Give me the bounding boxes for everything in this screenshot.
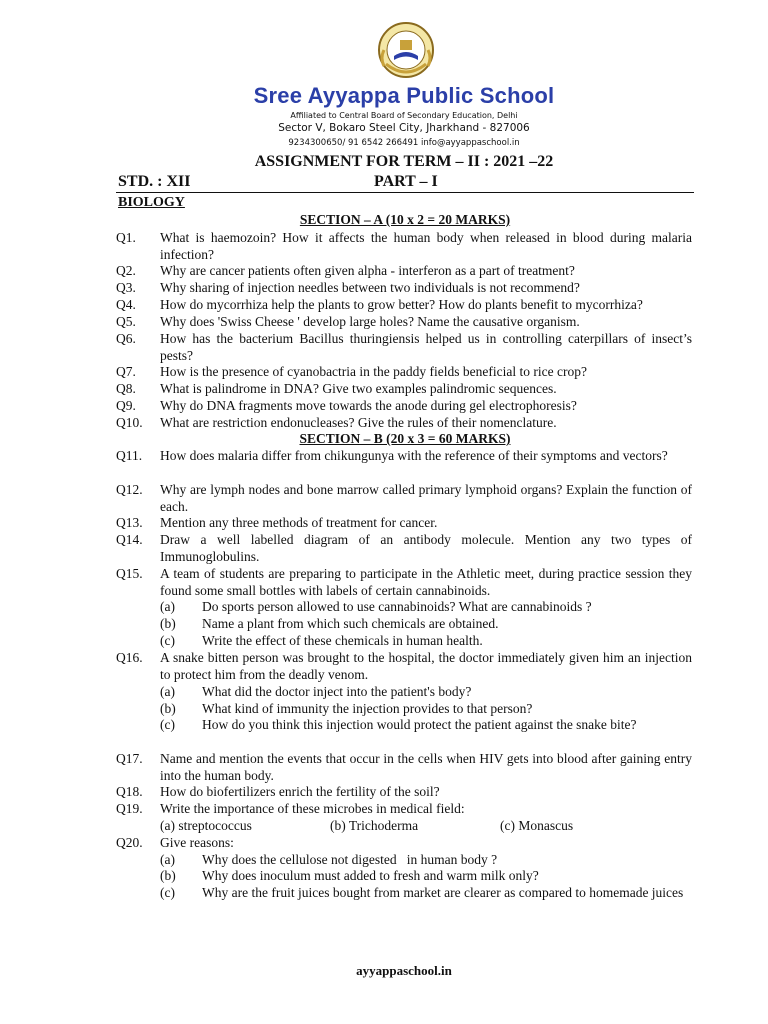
question-text: Why are cancer patients often given alpha - interferon as a part of treatment?: [160, 263, 575, 278]
question-number: Q18.: [116, 784, 143, 799]
school-name: Sree Ayyappa Public School: [253, 83, 555, 108]
question-number: Q14.: [116, 532, 143, 547]
footer-website: ayyappaschool.in: [356, 963, 452, 978]
sub-question-label: (a): [160, 599, 175, 614]
question-number: Q1.: [116, 230, 136, 245]
question-text: Name and mention the events that occur in the cells when HIV gets into blood after gaining entry into the human body.: [160, 751, 692, 783]
school-address: Sector V, Bokaro Steel City, Jharkhand - 827006: [278, 122, 530, 134]
microbe-option: (c) Monascus: [500, 818, 574, 833]
question-text: How has the bacterium Bacillus thuringiensis helped us in controlling caterpillars of insect’s pests?: [160, 331, 692, 363]
question-number: Q16.: [116, 650, 143, 665]
sub-question-label: (b): [160, 868, 176, 883]
question-text: How do biofertilizers enrich the fertility of the soil?: [160, 784, 440, 799]
question-number: Q7.: [116, 364, 136, 379]
question-text: A team of students are preparing to participate in the Athletic meet, during practice session they found some small bottles with labels of certain cannabinoids.: [160, 566, 692, 598]
question-text: Why are lymph nodes and bone marrow called primary lymphoid organs? Explain the function of each.: [160, 482, 692, 514]
sub-question-text: Name a plant from which such chemicals are obtained.: [202, 616, 499, 631]
affiliation-text: Affiliated to Central Board of Secondary Education, Delhi: [290, 111, 518, 120]
question-number: Q9.: [116, 398, 136, 413]
microbe-option: (a) streptococcus: [160, 818, 252, 833]
question-number: Q20.: [116, 835, 143, 850]
sub-question-text: Why does the cellulose not digested in human body ?: [202, 852, 498, 867]
assignment-title: ASSIGNMENT FOR TERM – II : 2021 –22: [254, 153, 554, 170]
question-number: Q15.: [116, 566, 143, 581]
question-text: A snake bitten person was brought to the hospital, the doctor immediately given him an injection to protect him from the deadly venom.: [160, 650, 692, 682]
school-contact: 9234300650/ 91 6542 266491 info@ayyappaschool.in: [288, 138, 520, 148]
question-number: Q8.: [116, 381, 136, 396]
standard-label: STD. : XII: [118, 173, 191, 190]
question-number: Q13.: [116, 515, 143, 530]
question-text: Mention any three methods of treatment for cancer.: [160, 515, 438, 530]
sub-question-label: (a): [160, 852, 175, 867]
question-number: Q6.: [116, 331, 136, 346]
question-number: Q3.: [116, 280, 136, 295]
question-text: What is palindrome in DNA? Give two examples palindromic sequences.: [160, 381, 557, 396]
sub-question-label: (b): [160, 701, 176, 716]
question-text: Write the importance of these microbes in medical field:: [160, 801, 465, 816]
question-number: Q2.: [116, 263, 136, 278]
sub-question-label: (b): [160, 616, 176, 631]
question-text: Why do DNA fragments move towards the anode during gel electrophoresis?: [160, 398, 577, 413]
question-text: How do mycorrhiza help the plants to grow better? How do plants benefit to mycorrhiza?: [160, 297, 643, 312]
sub-question-text: Why are the fruit juices bought from market are clearer as compared to homemade juices: [202, 885, 684, 900]
sub-question-label: (c): [160, 717, 175, 732]
question-number: Q17.: [116, 751, 143, 766]
sub-question-label: (c): [160, 633, 175, 648]
sub-question-text: What did the doctor inject into the patient's body?: [202, 684, 472, 699]
header-divider: [116, 192, 694, 193]
microbe-option: (b) Trichoderma: [330, 818, 419, 833]
question-text: Draw a well labelled diagram of an antibody molecule. Mention any two types of Immunoglobulins.: [160, 532, 692, 564]
question-text: Why sharing of injection needles between two individuals is not recommend?: [160, 280, 580, 295]
question-text: Why does 'Swiss Cheese ' develop large holes? Name the causative organism.: [160, 314, 580, 329]
question-text: What is haemozoin? How it affects the human body when released in blood during malaria infection?: [160, 230, 692, 262]
question-text: How is the presence of cyanobactria in the paddy fields beneficial to rice crop?: [160, 364, 587, 379]
part-label: PART – I: [374, 173, 438, 190]
question-number: Q19.: [116, 801, 143, 816]
question-number: Q5.: [116, 314, 136, 329]
school-crest-icon: [372, 20, 440, 84]
subject-label: BIOLOGY: [118, 195, 185, 210]
sub-question-text: Do sports person allowed to use cannabinoids? What are cannabinoids ?: [202, 599, 592, 614]
sub-question-text: How do you think this injection would protect the patient against the snake bite?: [202, 717, 637, 732]
question-text: How does malaria differ from chikungunya with the reference of their symptoms and vectors?: [160, 448, 668, 463]
question-number: Q4.: [116, 297, 136, 312]
section-a-heading: SECTION – A (10 x 2 = 20 MARKS): [299, 212, 511, 227]
question-number: Q12.: [116, 482, 143, 497]
sub-question-label: (a): [160, 684, 175, 699]
sub-question-label: (c): [160, 885, 175, 900]
question-number: Q11.: [116, 448, 143, 463]
section-b-heading: SECTION – B (20 x 3 = 60 MARKS): [299, 431, 511, 446]
question-number: Q10.: [116, 415, 143, 430]
sub-question-text: Why does inoculum must added to fresh and warm milk only?: [202, 868, 539, 883]
question-text: Give reasons:: [160, 835, 234, 850]
sub-question-text: Write the effect of these chemicals in human health.: [202, 633, 483, 648]
question-text: What are restriction endonucleases? Give the rules of their nomenclature.: [160, 415, 557, 430]
sub-question-text: What kind of immunity the injection provides to that person?: [202, 701, 533, 716]
